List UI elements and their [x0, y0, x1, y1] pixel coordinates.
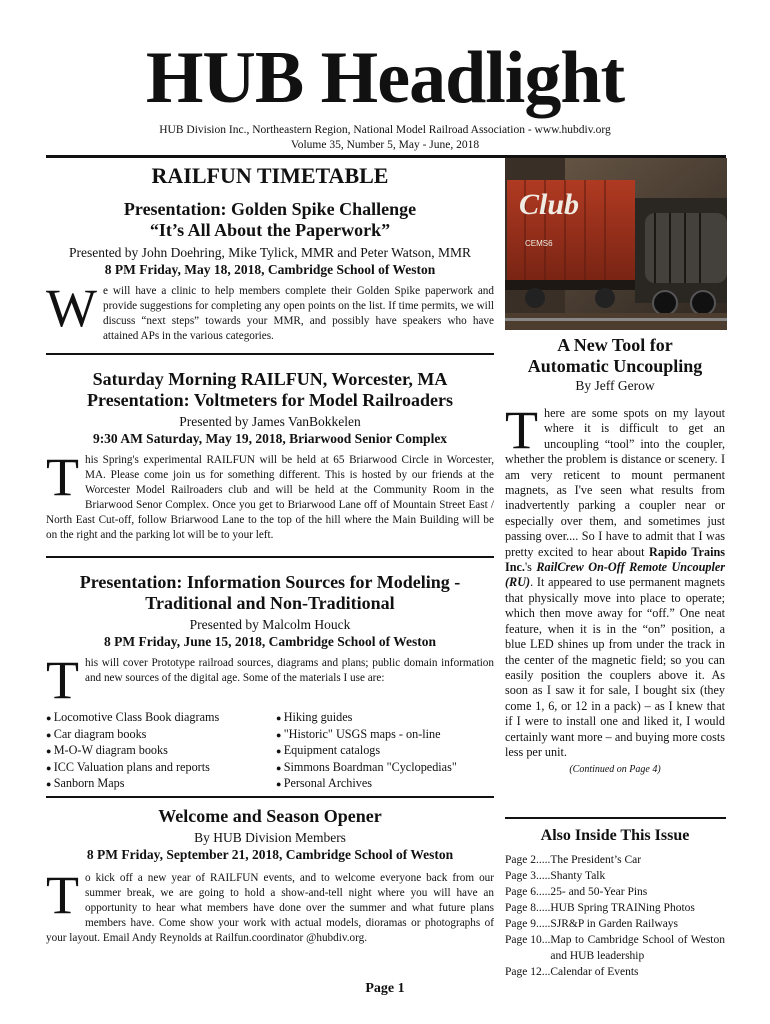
toc-item: Page 3..... Shanty Talk	[505, 870, 606, 882]
railfun-heading: RAILFUN TIMETABLE	[151, 163, 389, 188]
list-item: ● Locomotive Class Book diagrams	[46, 710, 276, 727]
car-lettering: Club	[519, 188, 580, 221]
article-title: A New Tool for	[557, 335, 673, 355]
railfun-section	[46, 163, 494, 344]
article-rule	[505, 817, 726, 819]
p4-text: o kick off a new year of RAILFUN events, and to welcome everyone back from our summer break, we are going to hold a show-and-tell night where you will have an opportunity to hear what members have done over the summer and what future plans members have. Come show your work with actual models, dioramas or photographs of your layout. Email Andy Reynolds at Railfun.coordinator @hubdiv.org.	[46, 872, 494, 944]
materials-list-left	[46, 710, 276, 793]
article-byline: By Jeff Gerow	[575, 378, 655, 393]
p1-subtitle: “It’s All About the Paperwork”	[149, 220, 391, 240]
train-photo-illustration	[505, 158, 727, 330]
page-number: Page 1	[365, 981, 405, 996]
info-sources-section	[46, 572, 494, 793]
list-item: ● M-O-W diagram books	[46, 743, 276, 760]
p2-when: 9:30 AM Saturday, May 19, 2018, Briarwood Senior Complex	[92, 431, 448, 446]
toc-item: Page 6..... 25- and 50-Year Pins	[505, 886, 648, 898]
p2-dropcap: T	[46, 447, 79, 507]
toc-item: Page 9..... SJR&P in Garden Railways	[505, 918, 679, 930]
p1-text: e will have a clinic to help members complete their Golden Spike paperwork and provide suggestions for completing any open points on the list. If time permits, we will discuss “next steps” towards your MMR, and possibly have speakers who have attained APs in the various categories.	[102, 285, 494, 342]
p2-description	[46, 447, 494, 543]
p1-presenters: Presented by John Doehring, Mike Tylick, MMR and Peter Watson, MMR	[68, 245, 472, 260]
p2-subtitle: Presentation: Voltmeters for Model Railroaders	[87, 390, 453, 410]
article-text: here are some spots on my layout where it is difficult to get an uncoupling “tool” into the coupler, whether the problem is distance or scenery. I am very reticent to mount permanent magnets, as I've seen what results from inadvertently parking a coupler near or especially over them, and sometimes just passing over.... So I have to admit that I was pretty excited to hear about	[505, 406, 725, 559]
list-item: ● "Historic" USGS maps - on-line	[276, 727, 494, 744]
also-inside-box	[505, 825, 725, 980]
p3-presenters: Presented by Malcolm Houck	[189, 617, 351, 632]
list-item: ● Personal Archives	[276, 776, 494, 793]
toc-item: Page 10... Map to Cambridge School of Weston and HUB leadership	[505, 934, 725, 962]
list-item: ● ICC Valuation plans and reports	[46, 760, 276, 777]
boxcar-photo	[505, 158, 727, 330]
p1-description	[46, 278, 494, 344]
p3-when: 8 PM Friday, June 15, 2018, Cambridge School of Weston	[103, 634, 436, 649]
section-rule-3	[46, 796, 494, 798]
p3-dropcap: T	[46, 650, 79, 710]
issue-line: Volume 35, Number 5, May - June, 2018	[290, 139, 480, 151]
p1-title: Presentation: Golden Spike Challenge	[123, 199, 417, 219]
list-item: ● Sanborn Maps	[46, 776, 276, 793]
p1-dropcap: W	[46, 278, 97, 338]
p4-description	[46, 865, 494, 946]
toc-list	[505, 852, 725, 980]
saturday-railfun-section	[46, 369, 494, 543]
article-dropcap: T	[505, 400, 538, 460]
season-opener-section	[46, 806, 494, 946]
p1-when: 8 PM Friday, May 18, 2018, Cambridge School of Weston	[104, 262, 436, 277]
product-name: RailCrew On-Off Remote Uncoupler (RU)	[505, 560, 725, 590]
p4-presenters: By HUB Division Members	[194, 830, 346, 845]
article-body	[505, 400, 725, 760]
p4-when: 8 PM Friday, September 21, 2018, Cambridge School of Weston	[86, 847, 454, 862]
uncoupling-article	[505, 335, 725, 775]
section-rule-2	[46, 556, 494, 558]
continued-note: (Continued on Page 4)	[569, 764, 661, 776]
article-text: . It appeared to use permanent magnets that physically move into place to operate; which then move away for “off.” One neat feature, when it is in the “on” position, a blue LED shines up from under the track in the center of the magnetic field; so you can easily position the couplers above it. As soon as I saw it for sale, I bought six (they come 1, 6, or 12 in a pack) – as I knew that if I were to install one and liked it, I would certainly want more – and buying more costs less per unit.	[505, 575, 725, 759]
car-lettering-small: CEMS6	[525, 239, 553, 248]
p2-text: his Spring's experimental RAILFUN will be held at 65 Briarwood Circle in Worcester, MA. Please come join us for something different. This is hosted by our friends at the Worcester Model Railroaders club and will be held at the Community Room in the Briarwood Senor Complex. Once you get to Briarwood Lane off of Mountain Street East / North East Cut-off, follow Briarwood Lane to the top of the hill where the Main Building will be on the right and the parking lot will be to your left.	[46, 454, 494, 541]
p4-title: Welcome and Season Opener	[158, 806, 382, 826]
p4-dropcap: T	[46, 865, 79, 925]
article-subtitle: Automatic Uncoupling	[527, 356, 703, 376]
brand-name: Rapido Trains Inc.	[505, 544, 725, 575]
materials-list-right	[276, 710, 494, 793]
article-text: 's	[524, 560, 537, 575]
list-item: ● Simmons Boardman "Cyclopedias"	[276, 760, 494, 777]
list-item: ● Hiking guides	[276, 710, 494, 727]
p3-title: Presentation: Information Sources for Modeling -	[79, 572, 461, 592]
p2-presenters: Presented by James VanBokkelen	[179, 414, 361, 429]
section-rule-1	[46, 353, 494, 355]
materials-lists	[46, 710, 494, 793]
toc-heading: Also Inside This Issue	[540, 827, 690, 844]
toc-item: Page 8..... HUB Spring TRAINing Photos	[505, 902, 695, 914]
p3-text: his will cover Prototype railroad sources, diagrams and plans; public domain information and new sources of the digital age. Some of the materials I use are:	[85, 657, 494, 684]
p3-description	[46, 650, 494, 710]
list-item: ● Equipment catalogs	[276, 743, 494, 760]
toc-item: Page 2..... The President’s Car	[505, 854, 642, 866]
toc-item: Page 12... Calendar of Events	[505, 966, 639, 978]
org-line: HUB Division Inc., Northeastern Region, National Model Railroad Association - www.hubdiv.org	[159, 124, 611, 136]
p3-subtitle: Traditional and Non-Traditional	[145, 593, 395, 613]
p2-title: Saturday Morning RAILFUN, Worcester, MA	[92, 369, 448, 389]
newsletter-title: HUB Headlight	[145, 37, 625, 119]
list-item: ● Car diagram books	[46, 727, 276, 744]
